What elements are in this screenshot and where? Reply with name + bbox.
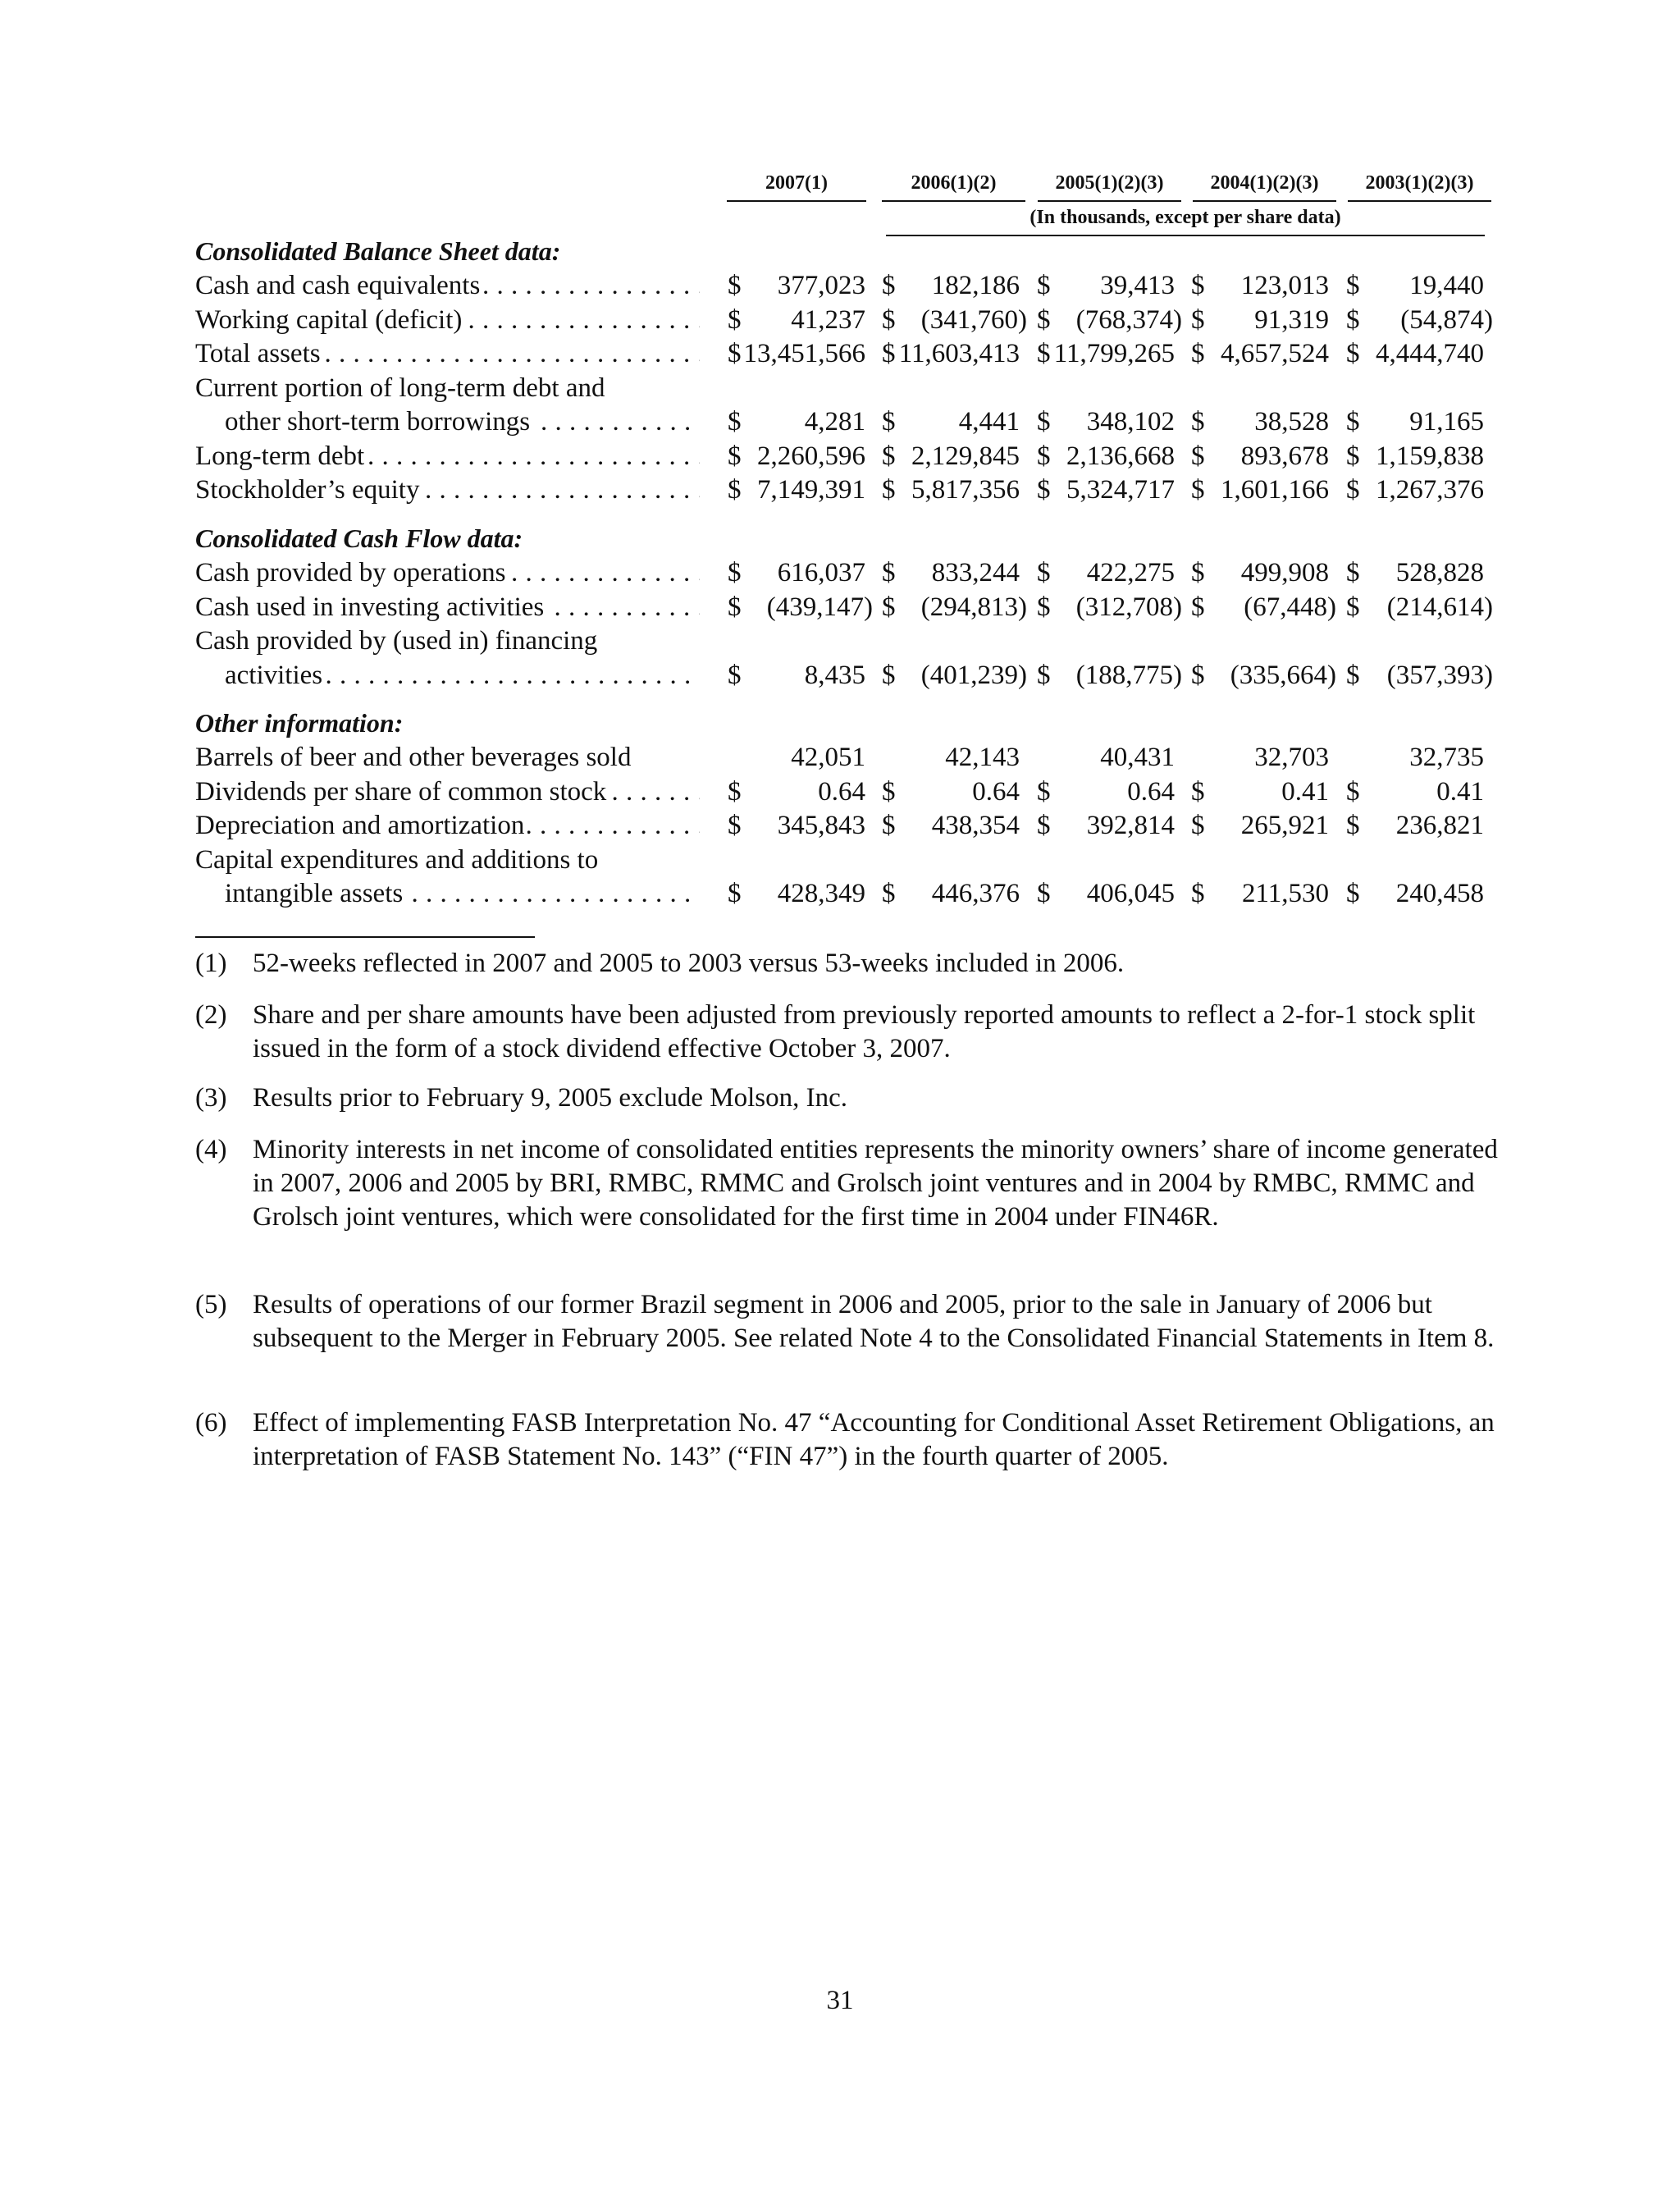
column-header: 2006(1)(2) [882, 171, 1025, 202]
currency-symbol: $ [882, 879, 896, 908]
row-label-text: Capital expenditures and additions to [195, 845, 601, 875]
footnote-text: 52-weeks reflected in 2007 and 2005 to 2003 versus 53-weeks included in 2006. [253, 949, 1125, 978]
row-label-text: activities [225, 661, 326, 690]
currency-symbol: $ [1191, 339, 1205, 368]
currency-symbol: $ [1346, 777, 1360, 807]
currency-symbol: $ [1191, 475, 1205, 505]
cell-value: 42,051 [791, 743, 865, 772]
row-label [195, 809, 700, 842]
cell-value: 4,657,524 [1221, 339, 1329, 368]
footnote-text: Results of operations of our former Brazil segment in 2006 and 2005, prior to the sale in January of 2006 but subsequent to the Merger in February 2005. See related Note 4 to the Consolidated Financial Statements in Item 8. [253, 1290, 1495, 1353]
currency-symbol: $ [1037, 271, 1051, 300]
cell-value: 32,735 [1409, 743, 1484, 772]
row-label-text: Cash provided by (used in) financing [195, 626, 600, 656]
currency-symbol: $ [1346, 441, 1360, 471]
cell-value: 4,281 [804, 407, 865, 437]
cell-value: 41,237 [791, 305, 865, 335]
cell-value: 528,828 [1395, 558, 1484, 588]
currency-symbol: $ [1037, 558, 1051, 588]
currency-symbol: $ [1037, 305, 1051, 335]
footnote-text: Effect of implementing FASB Interpretation No. 47 “Accounting for Conditional Asset Retirement Obligations, an interpretation of FASB Statement No. 143” (“FIN 47”) in the fourth quarter of 2005. [253, 1408, 1495, 1471]
footnote-divider [195, 936, 535, 938]
currency-symbol: $ [1037, 592, 1051, 622]
row-label [195, 591, 700, 624]
row-label [225, 405, 700, 438]
currency-symbol: $ [882, 441, 896, 471]
currency-symbol: $ [1346, 339, 1360, 368]
row-label [195, 741, 704, 774]
cell-value: 0.64 [818, 777, 865, 807]
cell-value: 42,143 [945, 743, 1020, 772]
cell-value: 7,149,391 [757, 475, 865, 505]
cell-value: 38,528 [1254, 407, 1329, 437]
currency-symbol: $ [728, 305, 742, 335]
cell-value: 1,267,376 [1376, 475, 1484, 505]
row-label [195, 775, 700, 808]
currency-symbol: $ [882, 592, 896, 622]
cell-value: 11,799,265 [1053, 339, 1175, 368]
currency-symbol: $ [1346, 558, 1360, 588]
currency-symbol: $ [1037, 475, 1051, 505]
cell-value: 392,814 [1086, 811, 1175, 840]
currency-symbol: $ [1037, 879, 1051, 908]
cell-value: (401,239) [920, 661, 1027, 690]
cell-value: 91,319 [1254, 305, 1329, 335]
cell-value: 0.41 [1281, 777, 1329, 807]
cell-value: (312,708) [1075, 592, 1182, 622]
currency-symbol: $ [882, 407, 896, 437]
currency-symbol: $ [1346, 811, 1360, 840]
currency-symbol: $ [882, 475, 896, 505]
currency-symbol: $ [1191, 592, 1205, 622]
cell-value: 4,441 [958, 407, 1020, 437]
currency-symbol: $ [728, 811, 742, 840]
currency-symbol: $ [728, 271, 742, 300]
row-label [195, 624, 704, 657]
footnote-number: (6) [195, 1408, 227, 1438]
currency-symbol: $ [1346, 271, 1360, 300]
cell-value: 5,817,356 [911, 475, 1020, 505]
currency-symbol: $ [1346, 407, 1360, 437]
currency-symbol: $ [1191, 441, 1205, 471]
row-label [195, 269, 700, 302]
cell-value: 499,908 [1240, 558, 1329, 588]
footnote-number: (4) [195, 1135, 227, 1164]
row-label-text: Dividends per share of common stock [195, 777, 609, 807]
currency-symbol: $ [882, 811, 896, 840]
cell-value: 348,102 [1086, 407, 1175, 437]
cell-value: 11,603,413 [898, 339, 1020, 368]
cell-value: (67,448) [1244, 592, 1336, 622]
cell-value: 2,260,596 [757, 441, 865, 471]
row-label-text: Barrels of beer and other beverages sold [195, 743, 634, 772]
currency-symbol: $ [728, 879, 742, 908]
cell-value: 4,444,740 [1376, 339, 1484, 368]
currency-symbol: $ [1346, 661, 1360, 690]
row-label [195, 473, 700, 506]
cell-value: (341,760) [920, 305, 1027, 335]
row-label-text: Current portion of long-term debt and [195, 373, 608, 403]
currency-symbol: $ [728, 441, 742, 471]
cell-value: 19,440 [1409, 271, 1484, 300]
cell-value: 211,530 [1241, 879, 1329, 908]
row-label-text: intangible assets [225, 879, 406, 908]
row-label [195, 304, 700, 336]
cell-value: (188,775) [1075, 661, 1182, 690]
cell-value: 13,451,566 [743, 339, 865, 368]
cell-value: 5,324,717 [1066, 475, 1175, 505]
currency-symbol: $ [1037, 407, 1051, 437]
row-label [195, 844, 704, 876]
units-note: (In thousands, except per share data) [886, 205, 1485, 236]
currency-symbol: $ [1191, 271, 1205, 300]
cell-value: 406,045 [1086, 879, 1175, 908]
row-label-text: Total assets [195, 339, 324, 368]
cell-value: (214,614) [1386, 592, 1493, 622]
page-number: 31 [826, 1986, 854, 2015]
row-label [225, 877, 700, 910]
currency-symbol: $ [728, 475, 742, 505]
currency-symbol: $ [882, 558, 896, 588]
cell-value: 377,023 [777, 271, 865, 300]
cell-value: 422,275 [1086, 558, 1175, 588]
cell-value: (439,147) [766, 592, 873, 622]
currency-symbol: $ [728, 407, 742, 437]
currency-symbol: $ [882, 777, 896, 807]
row-label-text: Cash used in investing activities [195, 592, 547, 622]
column-header: 2005(1)(2)(3) [1038, 171, 1181, 202]
currency-symbol: $ [1346, 879, 1360, 908]
currency-symbol: $ [1037, 661, 1051, 690]
cell-value: 833,244 [931, 558, 1020, 588]
section-title: Consolidated Cash Flow data: [195, 523, 523, 553]
currency-symbol: $ [1346, 592, 1360, 622]
row-label [195, 440, 700, 473]
cell-value: 2,129,845 [911, 441, 1020, 471]
currency-symbol: $ [1037, 811, 1051, 840]
column-header: 2004(1)(2)(3) [1193, 171, 1336, 202]
cell-value: 265,921 [1240, 811, 1329, 840]
row-label-text: Depreciation and amortization [195, 811, 527, 840]
cell-value: 1,159,838 [1376, 441, 1484, 471]
cell-value: 0.64 [1127, 777, 1175, 807]
cell-value: 8,435 [804, 661, 865, 690]
currency-symbol: $ [1191, 879, 1205, 908]
footnote-number: (2) [195, 1000, 227, 1030]
currency-symbol: $ [882, 271, 896, 300]
cell-value: 446,376 [931, 879, 1020, 908]
row-label [195, 556, 700, 589]
cell-value: 91,165 [1409, 407, 1484, 437]
cell-value: 40,431 [1100, 743, 1175, 772]
cell-value: 438,354 [931, 811, 1020, 840]
cell-value: 240,458 [1395, 879, 1484, 908]
footnote-text: Results prior to February 9, 2005 exclude Molson, Inc. [253, 1083, 847, 1113]
cell-value: 0.41 [1436, 777, 1484, 807]
row-label [195, 372, 704, 405]
cell-value: 32,703 [1254, 743, 1329, 772]
row-label-text: Working capital (deficit) [195, 305, 465, 335]
column-header: 2003(1)(2)(3) [1348, 171, 1491, 202]
cell-value: 428,349 [777, 879, 865, 908]
currency-symbol: $ [882, 305, 896, 335]
cell-value: 345,843 [777, 811, 865, 840]
cell-value: (335,664) [1230, 661, 1336, 690]
currency-symbol: $ [882, 339, 896, 368]
section-title: Other information: [195, 708, 404, 738]
row-label-text: Cash provided by operations [195, 558, 509, 588]
section-title: Consolidated Balance Sheet data: [195, 236, 561, 266]
footnote-text: Minority interests in net income of consolidated entities represents the minority owners’ share of income generated in 2007, 2006 and 2005 by BRI, RMBC, RMMC and Grolsch joint ventures and in 2004 by RMBC, RMMC and Grolsch joint ventures, which were consolidated for the first time in 2004 under FIN46R. [253, 1135, 1498, 1232]
currency-symbol: $ [882, 661, 896, 690]
cell-value: (294,813) [920, 592, 1027, 622]
cell-value: 616,037 [777, 558, 865, 588]
currency-symbol: $ [728, 558, 742, 588]
currency-symbol: $ [1191, 407, 1205, 437]
footnote-number: (5) [195, 1290, 227, 1319]
currency-symbol: $ [1191, 558, 1205, 588]
currency-symbol: $ [1191, 305, 1205, 335]
cell-value: (768,374) [1075, 305, 1182, 335]
currency-symbol: $ [1191, 661, 1205, 690]
currency-symbol: $ [1037, 777, 1051, 807]
currency-symbol: $ [1037, 339, 1051, 368]
cell-value: 182,186 [931, 271, 1020, 300]
cell-value: (54,874) [1400, 305, 1493, 335]
row-label [225, 659, 700, 692]
footnote-number: (1) [195, 949, 227, 978]
currency-symbol: $ [728, 592, 742, 622]
currency-symbol: $ [728, 339, 742, 368]
cell-value: 39,413 [1100, 271, 1175, 300]
currency-symbol: $ [728, 777, 742, 807]
row-label-text: other short-term borrowings [225, 407, 533, 437]
cell-value: 1,601,166 [1221, 475, 1329, 505]
currency-symbol: $ [1191, 811, 1205, 840]
footnote-text: Share and per share amounts have been adjusted from previously reported amounts to reflect a 2-for-1 stock split issued in the form of a stock dividend effective October 3, 2007. [253, 1000, 1476, 1063]
currency-symbol: $ [1346, 475, 1360, 505]
cell-value: 123,013 [1240, 271, 1329, 300]
cell-value: (357,393) [1386, 661, 1493, 690]
column-header: 2007(1) [727, 171, 866, 202]
footnote-number: (3) [195, 1083, 227, 1113]
row-label-text: Long-term debt [195, 441, 368, 471]
cell-value: 2,136,668 [1066, 441, 1175, 471]
cell-value: 893,678 [1240, 441, 1329, 471]
row-label [195, 337, 700, 370]
cell-value: 0.64 [972, 777, 1020, 807]
currency-symbol: $ [1037, 441, 1051, 471]
row-label-text: Stockholder’s equity [195, 475, 422, 505]
row-label-text: Cash and cash equivalents [195, 271, 483, 300]
currency-symbol: $ [728, 661, 742, 690]
cell-value: 236,821 [1395, 811, 1484, 840]
currency-symbol: $ [1191, 777, 1205, 807]
currency-symbol: $ [1346, 305, 1360, 335]
